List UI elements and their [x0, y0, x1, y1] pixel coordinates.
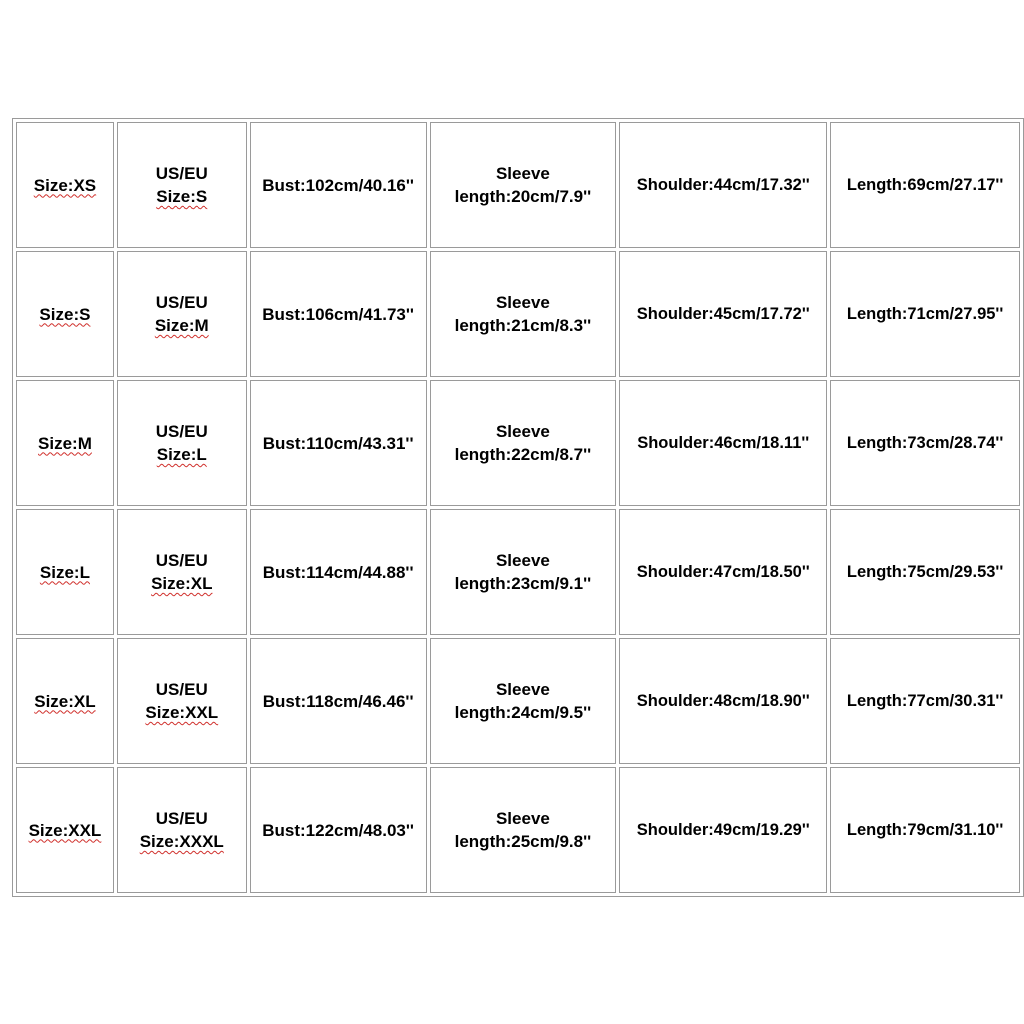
sleeve-length-value: length:24cm/9.5''	[454, 703, 592, 722]
sleeve-cell	[430, 638, 617, 764]
length-value: Length:69cm/27.17''	[846, 175, 1004, 194]
sleeve-label: Sleeve	[495, 164, 550, 183]
size-label: Size:L	[39, 562, 90, 582]
length-cell	[830, 251, 1020, 377]
size-cell	[16, 638, 114, 764]
length-value: Length:73cm/28.74''	[846, 433, 1004, 452]
size-label: Size:S	[39, 304, 91, 324]
table-row	[16, 767, 1020, 893]
us-eu-size-value: Size:L	[156, 445, 207, 464]
bust-cell	[250, 509, 427, 635]
bust-value: Bust:122cm/48.03''	[262, 820, 414, 840]
table-row	[16, 509, 1020, 635]
us-eu-size-cell	[117, 509, 247, 635]
shoulder-cell	[619, 767, 827, 893]
sleeve-label: Sleeve	[495, 680, 550, 699]
bust-value: Bust:106cm/41.73''	[262, 304, 414, 324]
us-eu-size-value: Size:S	[156, 187, 208, 206]
shoulder-value: Shoulder:48cm/18.90''	[636, 691, 810, 710]
size-cell	[16, 767, 114, 893]
length-cell	[830, 767, 1020, 893]
shoulder-value: Shoulder:46cm/18.11''	[637, 433, 810, 452]
length-cell	[830, 122, 1020, 248]
shoulder-value: Shoulder:44cm/17.32''	[636, 175, 810, 194]
size-chart-body	[16, 122, 1020, 893]
us-eu-label: US/EU	[155, 293, 208, 312]
us-eu-size-cell	[117, 122, 247, 248]
size-label: Size:XXL	[28, 820, 102, 840]
shoulder-value: Shoulder:47cm/18.50''	[636, 562, 810, 581]
us-eu-size-value: Size:XL	[151, 574, 213, 593]
length-value: Length:79cm/31.10''	[846, 820, 1004, 839]
sleeve-cell	[430, 122, 617, 248]
table-row	[16, 122, 1020, 248]
bust-cell	[250, 767, 427, 893]
table-row	[16, 638, 1020, 764]
us-eu-label: US/EU	[155, 680, 208, 699]
us-eu-label: US/EU	[155, 422, 208, 441]
shoulder-value: Shoulder:49cm/19.29''	[636, 820, 810, 839]
sleeve-cell	[430, 380, 617, 506]
sleeve-length-value: length:25cm/9.8''	[454, 832, 592, 851]
length-value: Length:77cm/30.31''	[846, 691, 1004, 710]
bust-value: Bust:114cm/44.88''	[262, 562, 414, 582]
bust-cell	[250, 380, 427, 506]
us-eu-size-cell	[117, 380, 247, 506]
bust-cell	[250, 638, 427, 764]
sleeve-length-value: length:22cm/8.7''	[454, 445, 592, 464]
size-cell	[16, 122, 114, 248]
us-eu-size-cell	[117, 251, 247, 377]
length-cell	[830, 638, 1020, 764]
bust-cell	[250, 251, 427, 377]
us-eu-label: US/EU	[155, 551, 208, 570]
shoulder-value: Shoulder:45cm/17.72''	[636, 304, 810, 323]
shoulder-cell	[619, 638, 827, 764]
size-cell	[16, 380, 114, 506]
sleeve-label: Sleeve	[495, 551, 550, 570]
size-label: Size:M	[38, 433, 92, 453]
size-cell	[16, 509, 114, 635]
size-cell	[16, 251, 114, 377]
us-eu-size-value: Size:M	[154, 316, 209, 335]
sleeve-cell	[430, 251, 617, 377]
sleeve-length-value: length:20cm/7.9''	[454, 187, 592, 206]
size-label: Size:XL	[34, 691, 96, 711]
sleeve-length-value: length:23cm/9.1''	[454, 574, 592, 593]
sleeve-label: Sleeve	[495, 809, 550, 828]
us-eu-label: US/EU	[155, 809, 208, 828]
shoulder-cell	[619, 380, 827, 506]
length-cell	[830, 509, 1020, 635]
length-value: Length:75cm/29.53''	[846, 562, 1004, 581]
bust-value: Bust:102cm/40.16''	[262, 175, 414, 195]
bust-value: Bust:118cm/46.46''	[262, 691, 414, 711]
bust-cell	[250, 122, 427, 248]
table-row	[16, 251, 1020, 377]
us-eu-size-cell	[117, 767, 247, 893]
shoulder-cell	[619, 251, 827, 377]
sleeve-label: Sleeve	[495, 422, 550, 441]
sleeve-cell	[430, 509, 617, 635]
size-label: Size:XS	[33, 175, 97, 195]
shoulder-cell	[619, 122, 827, 248]
shoulder-cell	[619, 509, 827, 635]
us-eu-size-cell	[117, 638, 247, 764]
sleeve-label: Sleeve	[495, 293, 550, 312]
size-chart-table	[12, 118, 1024, 897]
bust-value: Bust:110cm/43.31''	[262, 433, 414, 453]
length-cell	[830, 380, 1020, 506]
us-eu-size-value: Size:XXXL	[139, 832, 224, 851]
sleeve-length-value: length:21cm/8.3''	[454, 316, 592, 335]
sleeve-cell	[430, 767, 617, 893]
length-value: Length:71cm/27.95''	[846, 304, 1004, 323]
table-row	[16, 380, 1020, 506]
us-eu-size-value: Size:XXL	[145, 703, 219, 722]
us-eu-label: US/EU	[155, 164, 208, 183]
